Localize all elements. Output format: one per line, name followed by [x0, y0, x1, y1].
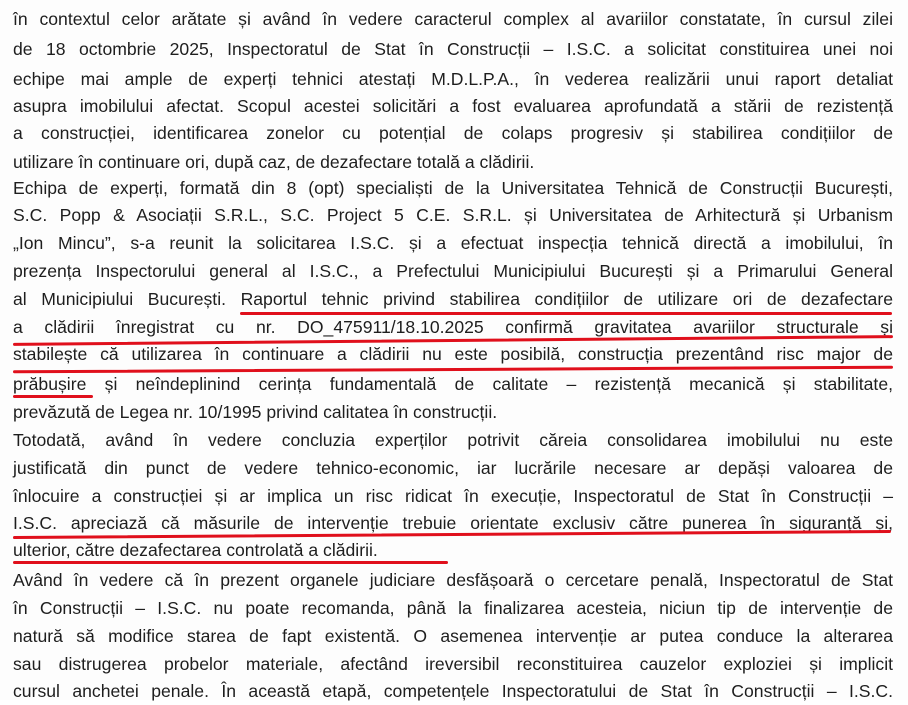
- text-line: prevăzută de Legea nr. 10/1995 privind calitatea în construcții.: [13, 402, 498, 422]
- text-line: prezența Inspectorului general al I.S.C., a Prefectului Municipiului București și a Primarului General: [13, 261, 893, 281]
- text-line: al Municipiului București. Raportul tehnic privind stabilirea condițiilor de utilizare ori de dezafectare: [13, 289, 893, 309]
- text-line: „Ion Mincu”, s-a reunit la solicitarea I.S.C. și a efectuat inspecția tehnică directă a imobilului, în: [13, 233, 893, 253]
- text-line: prăbușire și neîndeplinind cerința fundamentală de calitate – rezistență mecanică și stabilitate,: [13, 374, 893, 394]
- text-line: echipe mai ample de experți tehnici atestați M.D.L.P.A., în vederea realizării unui raport detaliat: [13, 69, 893, 89]
- text-line: cursul anchetei penale. În această etapă, competențele Inspectoratului de Stat în Construcții – I.S.C.: [13, 681, 893, 701]
- text-line: utilizare în continuare ori, după caz, de dezafectare totală a clădirii.: [13, 152, 535, 172]
- text-line: stabilește că utilizarea în continuare a clădirii nu este posibilă, construcția prezentând risc major de: [13, 344, 893, 364]
- highlight-underline: [13, 395, 93, 398]
- text-line: I.S.C. apreciază că măsurile de intervenție trebuie orientate exclusiv către punerea în siguranță și,: [13, 513, 893, 533]
- text-line: asupra imobilului afectat. Scopul acestei solicitări a fost evaluarea aprofundată a stării de rezistență: [13, 96, 893, 116]
- highlight-underline: [13, 561, 448, 564]
- text-line: Având în vedere că în prezent organele judiciare desfășoară o cercetare penală, Inspectoratul de Stat: [13, 570, 893, 590]
- text-line: în contextul celor arătate și având în vedere caracterul complex al avariilor constatate, în cursul zilei: [13, 9, 893, 29]
- text-line: S.C. Popp & Asociații S.R.L., S.C. Project 5 C.E. S.R.L. și Universitatea de Arhitectură și Urbanism: [13, 205, 893, 225]
- text-line: natură să modifice starea de fapt existentă. O asemenea intervenție ar putea conduce la alterarea: [13, 626, 893, 646]
- text-line: înlocuire a construcției și ar implica un risc ridicat în execuție, Inspectoratul de Stat în Construcții –: [13, 486, 893, 506]
- text-line: în Construcții – I.S.C. nu poate recomanda, până la finalizarea acesteia, niciun tip de intervenție de: [13, 598, 893, 618]
- text-line: sau distrugerea probelor materiale, afectând ireversibil reconstituirea cauzelor exploziei și implicit: [13, 654, 893, 674]
- text-line: Totodată, având în vedere concluzia experților potrivit căreia consolidarea imobilului nu este: [13, 430, 893, 450]
- text-line: de 18 octombrie 2025, Inspectoratul de Stat în Construcții – I.S.C. a solicitat constituirea unei noi: [13, 39, 893, 59]
- text-line: a clădirii înregistrat cu nr. DO_475911/18.10.2025 confirmă gravitatea avariilor structurale și: [13, 317, 893, 337]
- text-line: justificată din punct de vedere tehnico-economic, iar lucrările necesare ar depăși valoarea de: [13, 458, 893, 478]
- text-line: a construcției, identificarea zonelor cu potențial de colaps progresiv și stabilirea condițiilor de: [13, 123, 893, 143]
- text-line: Echipa de experți, formată din 8 (opt) specialiști de la Universitatea Tehnică de Construcții București,: [13, 178, 893, 198]
- highlight-underline: [240, 312, 892, 315]
- text-line: ulterior, către dezafectarea controlată a clădirii.: [13, 540, 378, 560]
